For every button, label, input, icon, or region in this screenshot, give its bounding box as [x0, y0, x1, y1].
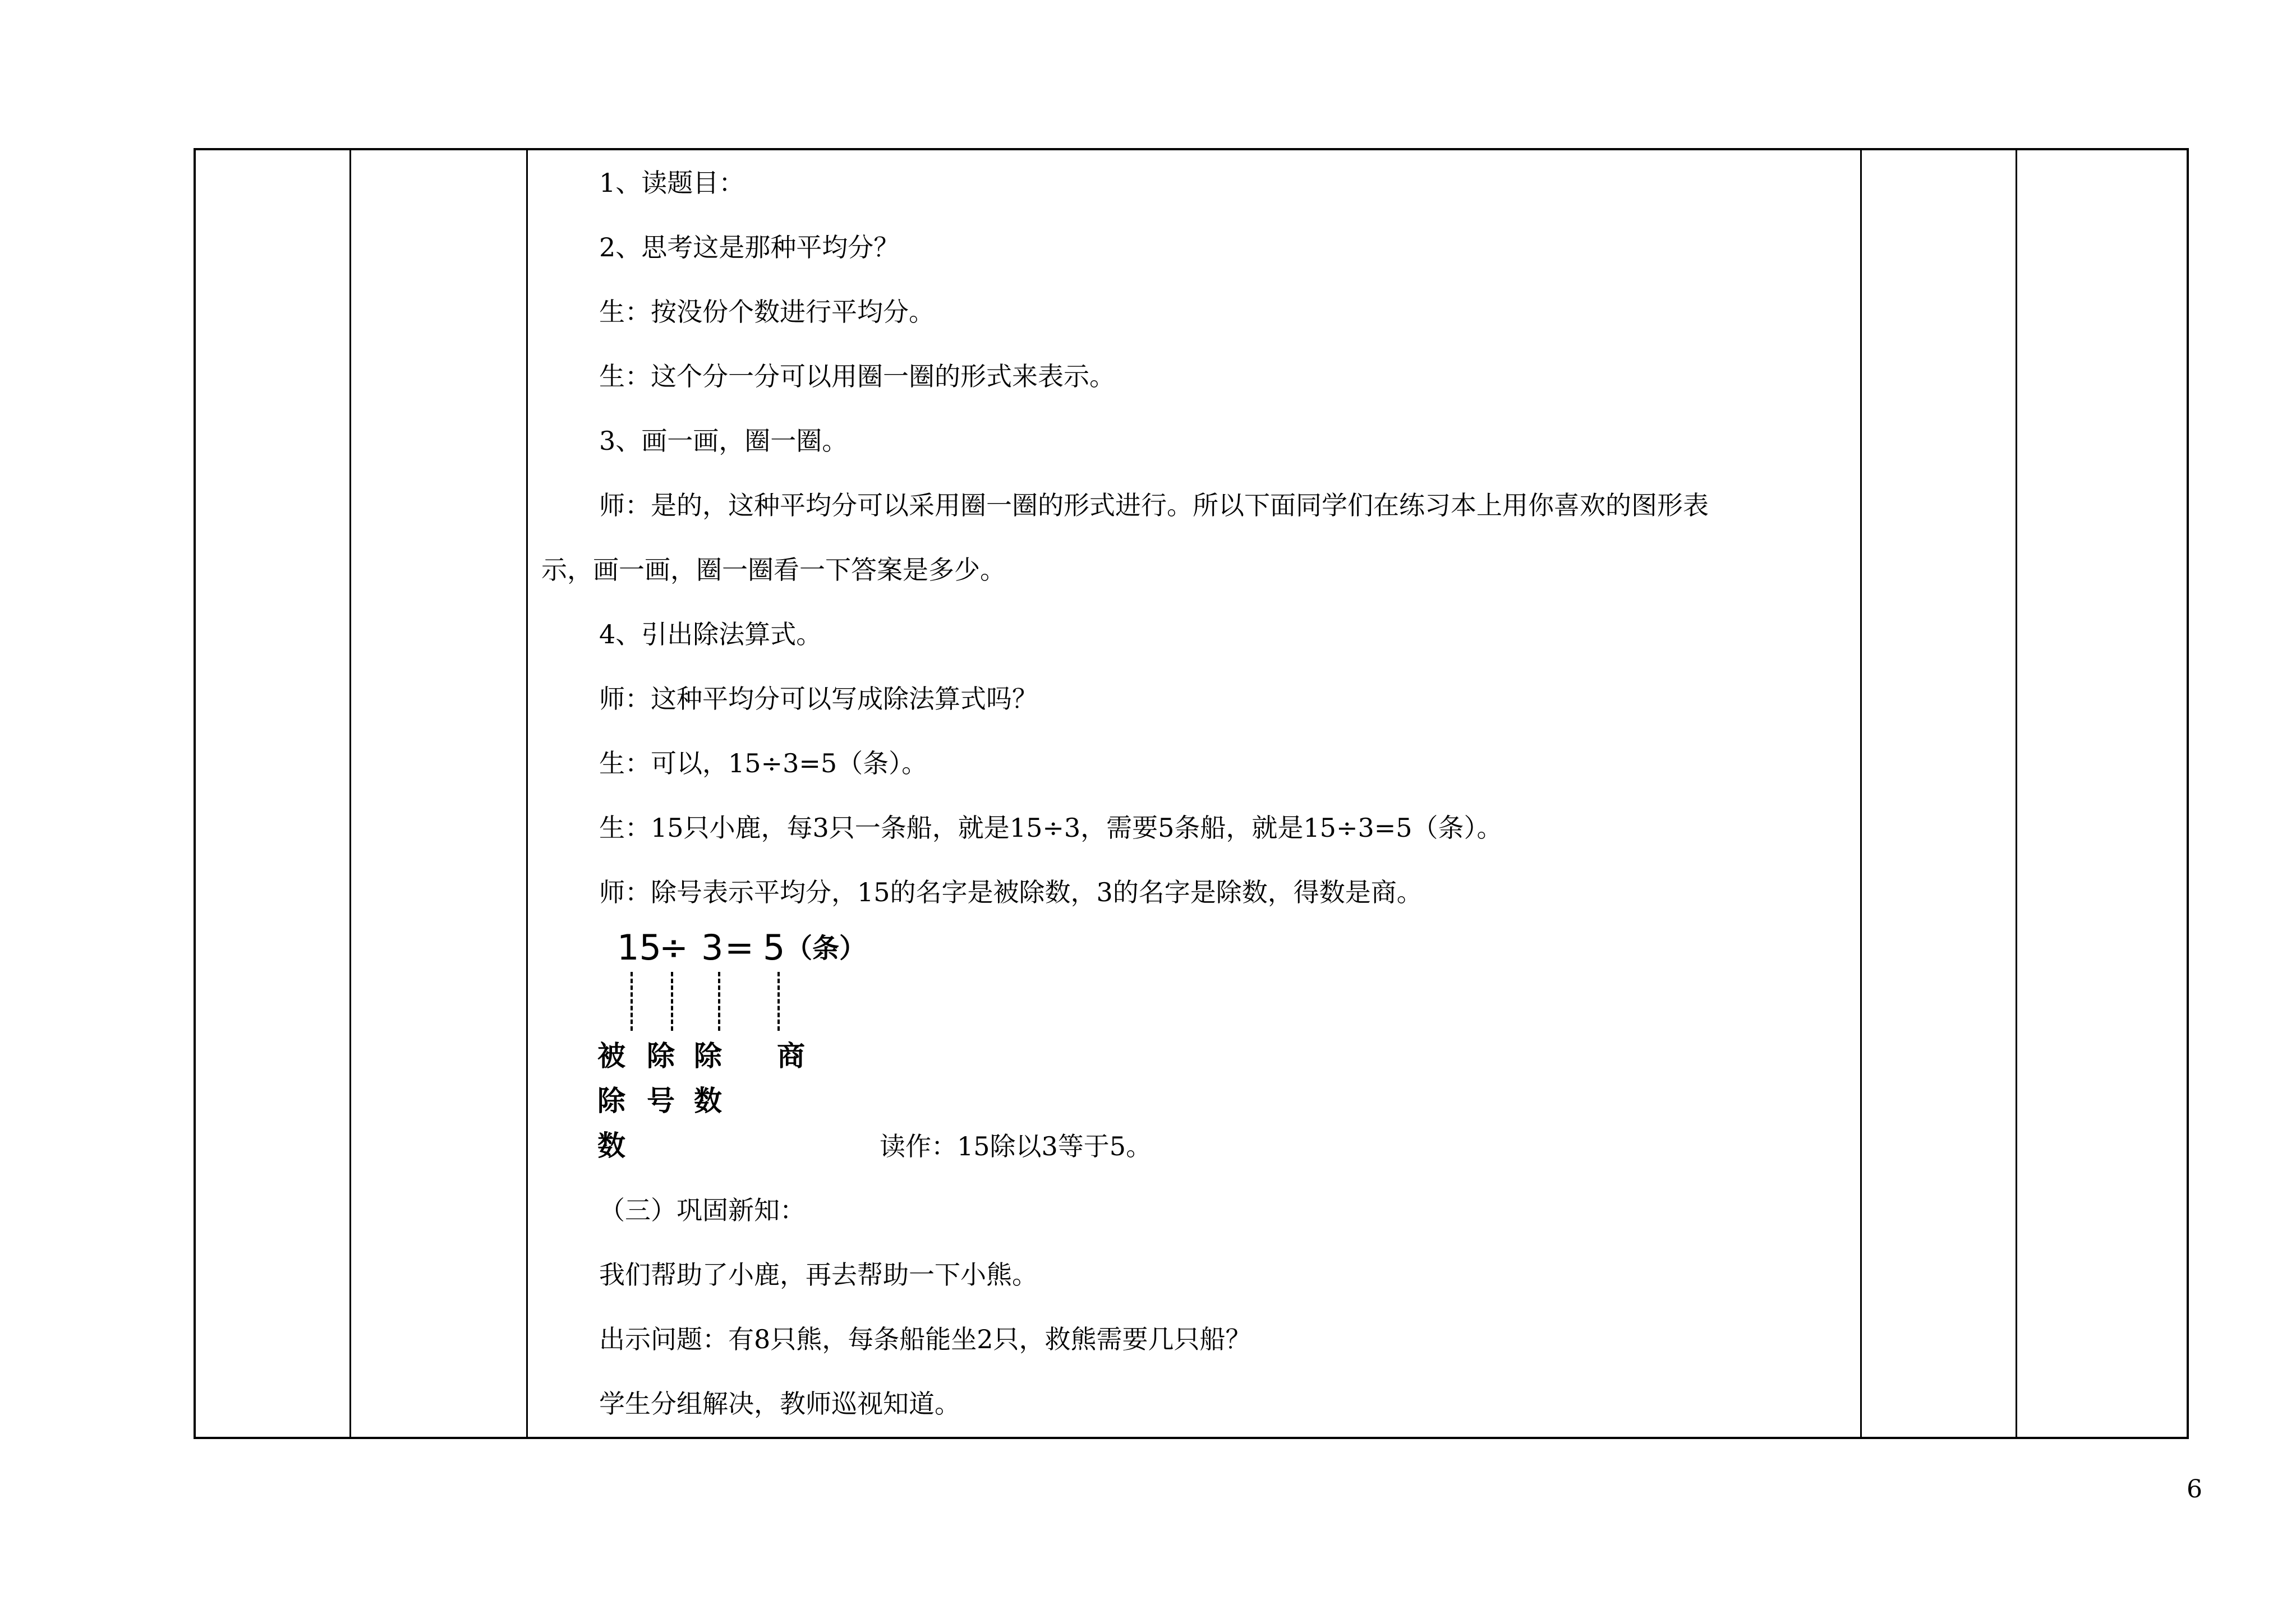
text-line: 师：除号表示平均分，15的名字是被除数，3的名字是除数，得数是商。 — [599, 877, 1423, 907]
text-line: 1、读题目： — [599, 168, 745, 198]
label-dividend: 被 除 数 — [597, 1040, 625, 1162]
text-line: 师：是的，这种平均分可以采用圈一圈的形式进行。所以下面同学们在练习本上用你喜欢的图形表 — [599, 490, 1709, 520]
text-line: 生：可以，15÷3=5（条）。 — [599, 748, 928, 778]
text-line: 师：这种平均分可以写成除法算式吗？ — [599, 684, 1038, 714]
lesson-table — [194, 148, 2189, 1439]
label-divisor: 除 数 — [694, 1040, 722, 1117]
text-line: 示，画一画，圈一圈看一下答案是多少。 — [541, 555, 1006, 585]
dashed-connector — [718, 972, 720, 1031]
text-line: 4、引出除法算式。 — [599, 619, 822, 649]
equation-divisor: 3 — [701, 927, 724, 968]
equation-quotient: 5 — [763, 927, 785, 968]
text-line: 2、思考这是那种平均分？ — [599, 232, 900, 262]
text-line: 我们帮助了小鹿，再去帮助一下小熊。 — [599, 1260, 1038, 1290]
text-line: 3、画一画，圈一圈。 — [599, 426, 848, 456]
text-line: 学生分组解决，教师巡视知道。 — [599, 1389, 960, 1419]
column-divider — [526, 150, 528, 1437]
equation-divide-sign: ÷ — [659, 927, 688, 968]
text-line: 生：这个分一分可以用圈一圈的形式来表示。 — [599, 361, 1115, 391]
dashed-connector — [777, 972, 780, 1031]
division-diagram — [595, 928, 931, 1164]
reading-text: 读作：15除以3等于5。 — [880, 1131, 1152, 1161]
text-line: 生：15只小鹿，每3只一条船，就是15÷3，需要5条船，就是15÷3=5（条）。 — [599, 813, 1503, 843]
column-divider — [2016, 150, 2017, 1437]
label-divide-sign: 除 号 — [647, 1040, 675, 1117]
dashed-connector — [671, 972, 673, 1031]
equation-equals: = — [725, 927, 754, 968]
label-quotient: 商 — [777, 1040, 805, 1072]
column-divider — [349, 150, 351, 1437]
equation-unit: （条） — [785, 933, 867, 964]
text-line: 生：按没份个数进行平均分。 — [599, 297, 935, 327]
text-line: 出示问题：有8只熊，每条船能坐2只，救熊需要几只船？ — [599, 1324, 1251, 1354]
text-line: （三）巩固新知： — [599, 1195, 806, 1225]
column-divider — [1860, 150, 1862, 1437]
page-number: 6 — [2187, 1475, 2202, 1504]
equation-dividend: 15 — [617, 927, 661, 968]
dashed-connector — [631, 972, 633, 1031]
